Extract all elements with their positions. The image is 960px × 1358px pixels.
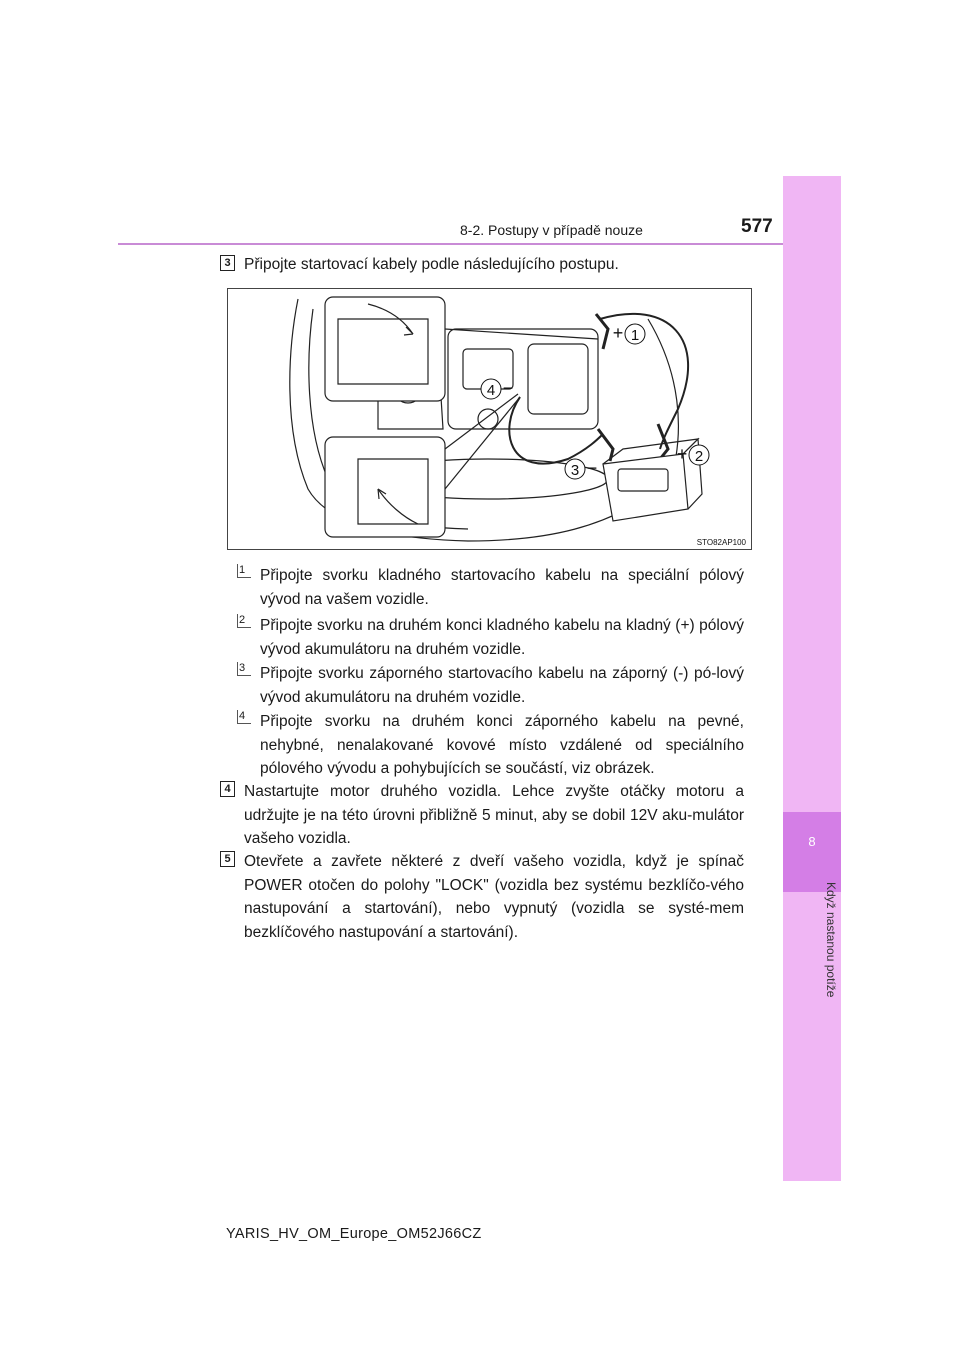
- step-text: Otevřete a zavřete některé z dveří vašeho vozidla, když je spínač POWER otočen do polohy "LOCK" (vozidla bez systému bezklíčo-vého nastupování a startování), nebo vypnutý (vozidla se systé-mem bezklíčového nastupování a startování).: [244, 853, 744, 941]
- substep-text: Připojte svorku na druhém konci kladného kabelu na kladný (+) pólový vývod akumulátoru na druhém vozidle.: [260, 617, 744, 658]
- callout-plus-1: +: [612, 323, 624, 343]
- substep-number-box: 4: [237, 710, 251, 724]
- section-title: 8-2. Postupy v případě nouze: [460, 222, 643, 238]
- substep-number-box: 3: [237, 662, 251, 676]
- engine-bay-illustration: [228, 289, 751, 549]
- callout-minus-3: −: [586, 458, 598, 478]
- step-number-box: 4: [220, 781, 235, 797]
- callout-3: 3: [570, 462, 580, 479]
- substep-text: Připojte svorku kladného startovacího kabelu na speciální pólový vývod na vašem vozidle.: [260, 567, 744, 608]
- callout-1: 1: [630, 327, 640, 344]
- substep-number-box: 1: [237, 564, 251, 578]
- page-number: 577: [741, 216, 773, 237]
- step-number-box: 5: [220, 851, 235, 867]
- step-text: Nastartujte motor druhého vozidla. Lehce zvyšte otáčky motoru a udržujte je na této úrovni přibližně 5 minut, aby se dobil 12V aku-mulátor vašeho vozidla.: [244, 783, 744, 847]
- substep-text: Připojte svorku na druhém konci záporného kabelu na pevné, nehybné, nenalakované kovové místo vzdálené od speciálního pólového vývodu a pohybujících se součástí, viz obrázek.: [260, 713, 744, 777]
- callout-plus-2: +: [676, 444, 688, 464]
- callout-2: 2: [694, 448, 704, 465]
- step-number-box: 3: [220, 255, 235, 271]
- step-text: Připojte startovací kabely podle následujícího postupu.: [244, 256, 619, 273]
- chapter-title: Když nastanou potíže: [824, 882, 838, 998]
- figure-code: STO82AP100: [696, 538, 746, 547]
- document-id: YARIS_HV_OM_Europe_OM52J66CZ: [226, 1226, 482, 1242]
- jump-start-figure: [227, 288, 752, 550]
- substep-text: Připojte svorku záporného startovacího kabelu na záporný (-) pó-lový vývod akumulátoru na druhém vozidle.: [260, 665, 744, 706]
- substep-number-box: 2: [237, 614, 251, 628]
- header-divider: [118, 243, 783, 245]
- chapter-number: 8: [808, 834, 816, 849]
- callout-minus-4: −: [502, 378, 514, 398]
- callout-4: 4: [486, 382, 496, 399]
